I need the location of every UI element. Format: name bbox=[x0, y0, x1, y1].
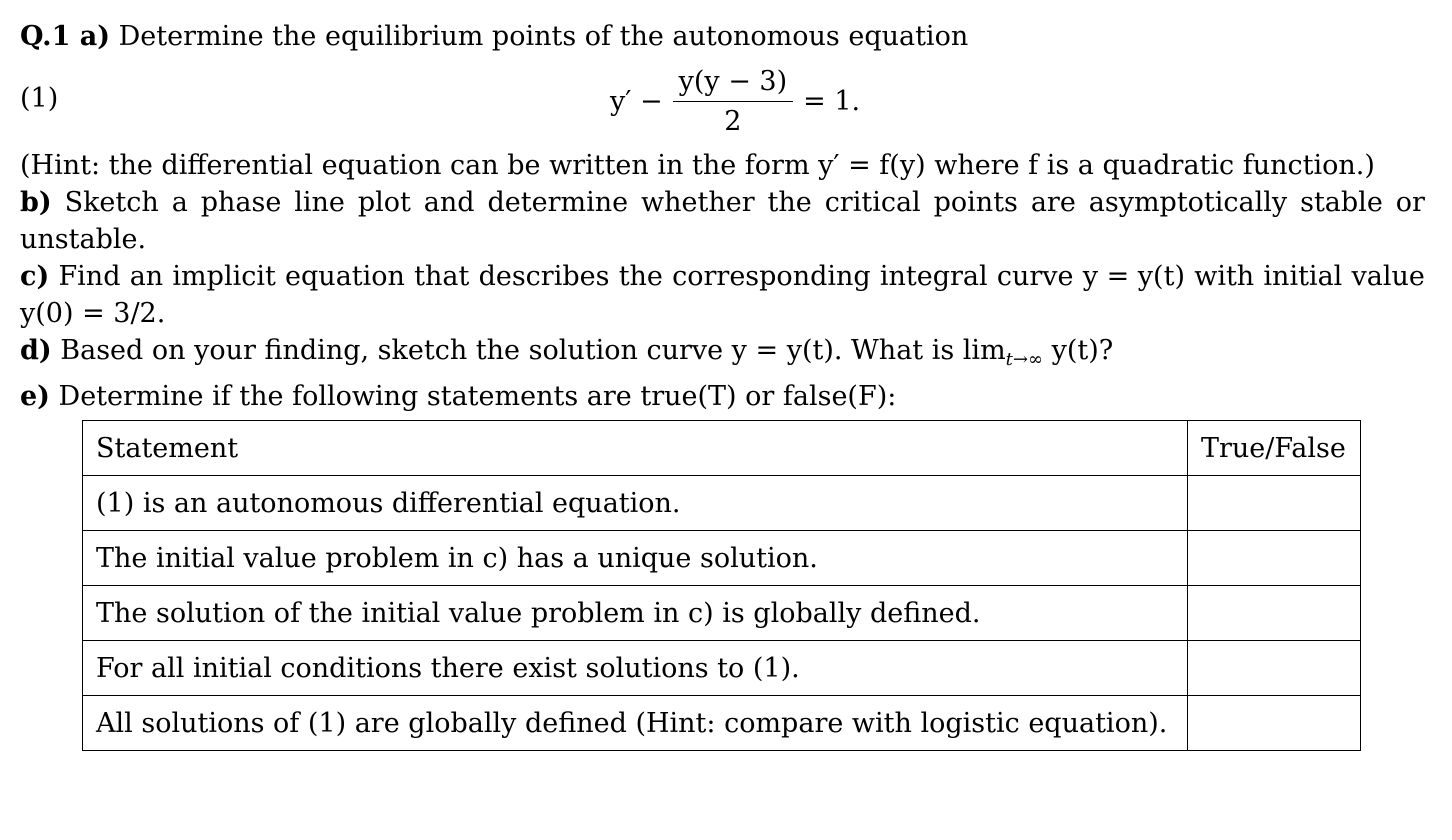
question-b bbox=[20, 184, 1425, 221]
table-row bbox=[83, 476, 1361, 531]
equation-lhs: y′ − bbox=[610, 85, 663, 117]
question-c bbox=[20, 258, 1425, 295]
c-word: that bbox=[414, 261, 470, 292]
b-word: or bbox=[1395, 187, 1425, 218]
equation-rhs: = 1. bbox=[803, 85, 861, 117]
equation-row bbox=[20, 55, 1425, 147]
b-word: plot bbox=[357, 187, 411, 218]
equation-number: (1) bbox=[20, 83, 59, 114]
equation bbox=[610, 55, 860, 147]
table-header-row bbox=[83, 421, 1361, 476]
b-word: the bbox=[767, 187, 812, 218]
c-word-math: y = y(t) bbox=[1082, 261, 1185, 292]
hint-text: (Hint: the differential equation can be written in the form y′ = f(y) where f is a quadratic function.) bbox=[20, 150, 1375, 181]
question-d bbox=[20, 332, 1425, 378]
table-row bbox=[83, 641, 1361, 696]
question-a bbox=[20, 18, 1425, 55]
b-word: line bbox=[294, 187, 345, 218]
c-word: implicit bbox=[172, 261, 276, 292]
c-word: curve bbox=[996, 261, 1074, 292]
table-row bbox=[83, 586, 1361, 641]
equation-numerator: y(y − 3) bbox=[673, 66, 794, 102]
c-word: corresponding bbox=[672, 261, 871, 292]
limit-subscript: t→∞ bbox=[1005, 349, 1043, 370]
statement-cell: For all initial conditions there exist solutions to (1). bbox=[83, 641, 1188, 696]
question-d-text: Based on your finding, sketch the solution curve y = y(t). What is lim bbox=[60, 335, 1006, 366]
c-word: Find bbox=[58, 261, 121, 292]
answer-cell[interactable] bbox=[1188, 641, 1361, 696]
header-statement: Statement bbox=[83, 421, 1188, 476]
statement-cell: (1) is an autonomous differential equation. bbox=[83, 476, 1188, 531]
b-word: stable bbox=[1300, 187, 1383, 218]
c-word: the bbox=[618, 261, 663, 292]
question-a-label: Q.1 a) bbox=[20, 21, 111, 52]
c-word: an bbox=[129, 261, 164, 292]
c-word: describes bbox=[478, 261, 610, 292]
b-word: a bbox=[171, 187, 188, 218]
question-b-continued: unstable. bbox=[20, 224, 147, 255]
question-a-text: Determine the equilibrium points of the autonomous equation bbox=[118, 21, 969, 52]
b-word: critical bbox=[824, 187, 921, 218]
equation-denominator: 2 bbox=[724, 105, 742, 137]
b-word: are bbox=[1030, 187, 1076, 218]
statement-cell: All solutions of (1) are globally defined (Hint: compare with logistic equation). bbox=[83, 696, 1188, 751]
answer-cell[interactable] bbox=[1188, 586, 1361, 641]
b-word: Sketch bbox=[64, 187, 159, 218]
b-word: points bbox=[933, 187, 1018, 218]
question-d-end: y(t)? bbox=[1042, 335, 1114, 366]
table-row bbox=[83, 696, 1361, 751]
b-word: phase bbox=[200, 187, 282, 218]
question-e-label: e) bbox=[20, 381, 50, 412]
answer-cell[interactable] bbox=[1188, 476, 1361, 531]
question-c-continued: y(0) = 3/2. bbox=[20, 298, 166, 329]
b-word: whether bbox=[641, 187, 755, 218]
b-word: asymptotically bbox=[1088, 187, 1288, 218]
question-e bbox=[20, 378, 1425, 415]
equation-fraction bbox=[673, 66, 794, 137]
answer-cell[interactable] bbox=[1188, 531, 1361, 586]
question-document bbox=[20, 18, 1425, 415]
question-d-label: d) bbox=[20, 335, 52, 366]
c-word: value bbox=[1351, 261, 1425, 292]
header-true-false: True/False bbox=[1188, 421, 1361, 476]
c-word: integral bbox=[879, 261, 988, 292]
b-word: and bbox=[423, 187, 475, 218]
statement-cell: The solution of the initial value problem in c) is globally defined. bbox=[83, 586, 1188, 641]
question-e-text: Determine if the following statements are true(T) or false(F): bbox=[58, 381, 897, 412]
question-b-label: b) bbox=[20, 187, 52, 218]
c-word: initial bbox=[1263, 261, 1343, 292]
b-word: determine bbox=[487, 187, 629, 218]
true-false-table bbox=[82, 420, 1361, 751]
question-c-label: c) bbox=[20, 261, 50, 292]
statement-cell: The initial value problem in c) has a unique solution. bbox=[83, 531, 1188, 586]
answer-cell[interactable] bbox=[1188, 696, 1361, 751]
table-row bbox=[83, 531, 1361, 586]
c-word: with bbox=[1194, 261, 1255, 292]
c-word: equation bbox=[285, 261, 405, 292]
